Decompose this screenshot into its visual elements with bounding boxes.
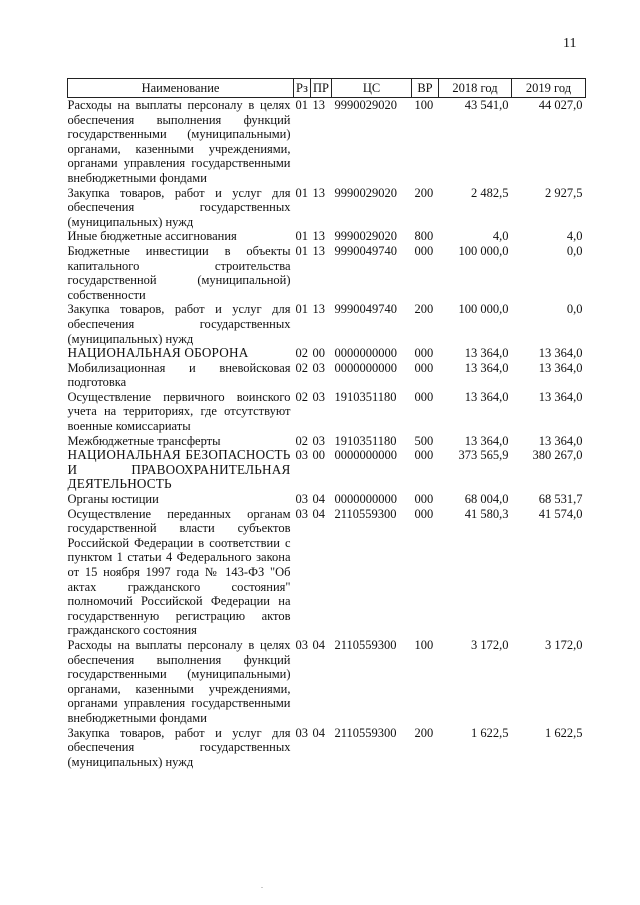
table-row: [68, 448, 586, 492]
row-vr: 100: [414, 637, 434, 652]
row-pr: 13: [312, 185, 325, 200]
row-name: Закупка товаров, работ и услуг для обеспечения государственных (муниципальных) нужд: [67, 725, 291, 769]
row-cs: 0000000000: [334, 346, 397, 361]
row-rz: 01: [295, 229, 308, 244]
row-pr: 13: [312, 98, 325, 112]
row-rz: 02: [295, 433, 308, 448]
row-pr: 00: [312, 448, 325, 463]
row-rz: 03: [295, 725, 308, 740]
table-row: [68, 434, 586, 449]
row-cs: 0000000000: [334, 492, 397, 507]
row-rz: 01: [295, 243, 308, 258]
row-vr: 000: [414, 448, 434, 463]
row-vr: 200: [414, 185, 434, 200]
row-2018: 41 580,3: [464, 506, 509, 521]
row-2019: 13 364,0: [538, 360, 583, 375]
budget-table: [67, 78, 586, 769]
header-vr: ВР: [412, 79, 439, 98]
row-cs: 1910351180: [334, 389, 397, 404]
row-name: Расходы на выплаты персоналу в целях обеспечения выполнения функций государственными (муниципальными) органами, казенными учреждениями, органами управления государственными внебюджетными фондами: [67, 637, 291, 725]
row-rz: 02: [295, 346, 308, 361]
row-cs: 0000000000: [334, 448, 397, 463]
row-vr: 000: [414, 346, 434, 361]
row-2019: 44 027,0: [538, 98, 583, 112]
row-rz: 02: [295, 389, 308, 404]
row-vr: 200: [414, 725, 434, 740]
row-name: Закупка товаров, работ и услуг для обеспечения государственных (муниципальных) нужд: [67, 302, 291, 346]
row-rz: 03: [295, 637, 308, 652]
row-rz: 03: [295, 492, 308, 507]
row-rz: 01: [295, 98, 308, 112]
row-cs: 9990029020: [334, 98, 397, 112]
row-2018: 3 172,0: [471, 637, 509, 652]
row-2018: 100 000,0: [458, 302, 509, 317]
table-row: [68, 492, 586, 507]
row-name: Расходы на выплаты персоналу в целях обеспечения выполнения функций государственными (муниципальными) органами, казенными учреждениями, органами управления государственными внебюджетными фондами: [67, 98, 291, 185]
row-rz: 03: [295, 448, 308, 463]
row-name: Мобилизационная и вневойсковая подготовка: [67, 360, 291, 390]
row-2018: 13 364,0: [464, 389, 509, 404]
row-2018: 13 364,0: [464, 360, 509, 375]
row-cs: 0000000000: [334, 360, 397, 375]
header-cs: ЦС: [332, 79, 412, 98]
row-2018: 13 364,0: [464, 433, 509, 448]
row-cs: 9990049740: [334, 243, 397, 258]
table-row: [68, 361, 586, 390]
row-cs: 9990029020: [334, 229, 397, 244]
row-2019: 13 364,0: [538, 389, 583, 404]
row-pr: 04: [312, 637, 325, 652]
row-name: Осуществление переданных органам государственной власти субъектов Российской Федерации в соответствии с пунктом 1 статьи 4 Федерального закона от 15 ноября 1997 года № 143-ФЗ "Об актах гражданского состояния" полномочий Российской Федерации на государственную регистрацию актов гражданского состояния: [67, 506, 291, 638]
row-2018: 13 364,0: [464, 346, 509, 361]
row-pr: 04: [312, 725, 325, 740]
row-2018: 68 004,0: [464, 492, 509, 507]
row-2018: 43 541,0: [464, 98, 509, 112]
table-row: [68, 98, 586, 186]
row-2019: 3 172,0: [545, 637, 583, 652]
page-number: 11: [563, 36, 577, 51]
row-2018: 4,0: [492, 229, 509, 244]
row-2018: 100 000,0: [458, 243, 509, 258]
row-pr: 04: [312, 506, 325, 521]
row-2018: 373 565,9: [458, 448, 509, 463]
table-row: [68, 302, 586, 346]
row-vr: 000: [414, 243, 434, 258]
row-pr: 04: [312, 492, 325, 507]
row-pr: 00: [312, 346, 325, 361]
row-name: Осуществление первичного воинского учета на территориях, где отсутствуют военные комиссариаты: [67, 389, 291, 434]
row-cs: 2110559300: [334, 637, 397, 652]
row-pr: 03: [312, 389, 325, 404]
row-cs: 2110559300: [334, 506, 397, 521]
table-row: [68, 186, 586, 230]
row-vr: 000: [414, 492, 434, 507]
header-2018: 2018 год: [439, 79, 512, 98]
row-2019: 2 927,5: [545, 185, 583, 200]
row-2019: 0,0: [566, 243, 583, 258]
header-pr: ПР: [311, 79, 332, 98]
table-row: [68, 726, 586, 770]
row-pr: 13: [312, 243, 325, 258]
row-vr: 100: [414, 98, 434, 112]
row-2019: 68 531,7: [538, 492, 583, 507]
header-rz: Рз: [294, 79, 311, 98]
row-2019: 1 622,5: [545, 725, 583, 740]
header-2019: 2019 год: [512, 79, 586, 98]
row-vr: 000: [414, 506, 434, 521]
table-row: [68, 244, 586, 302]
row-cs: 1910351180: [334, 433, 397, 448]
row-pr: 13: [312, 229, 325, 244]
row-2019: 4,0: [566, 229, 583, 244]
row-vr: 000: [414, 389, 434, 404]
table-row: [68, 638, 586, 726]
row-rz: 01: [295, 302, 308, 317]
row-vr: 500: [414, 433, 434, 448]
row-vr: 200: [414, 302, 434, 317]
row-2019: 380 267,0: [532, 448, 583, 463]
row-vr: 800: [414, 229, 434, 244]
row-rz: 02: [295, 360, 308, 375]
row-name: Межбюджетные трансферты: [67, 433, 221, 448]
row-2018: 2 482,5: [471, 185, 509, 200]
row-cs: 9990029020: [334, 185, 397, 200]
row-pr: 03: [312, 433, 325, 448]
row-name: Бюджетные инвестиции в объекты капитального строительства государственной (муниципальной) собственности: [67, 243, 291, 302]
row-2019: 0,0: [566, 302, 583, 317]
row-2019: 13 364,0: [538, 346, 583, 361]
table-row: [68, 346, 586, 361]
row-vr: 000: [414, 360, 434, 375]
row-2019: 41 574,0: [538, 506, 583, 521]
row-pr: 13: [312, 302, 325, 317]
table-row: [68, 390, 586, 434]
table-row: [68, 229, 586, 244]
table-body: [68, 98, 586, 770]
page-mark: .: [261, 881, 263, 890]
row-cs: 2110559300: [334, 725, 397, 740]
header-name: Наименование: [68, 79, 294, 98]
row-name: Иные бюджетные ассигнования: [67, 229, 237, 244]
row-rz: 01: [295, 185, 308, 200]
row-rz: 03: [295, 506, 308, 521]
table-row: [68, 507, 586, 638]
row-name: Органы юстиции: [67, 492, 159, 507]
table-header-row: [68, 79, 586, 98]
row-2019: 13 364,0: [538, 433, 583, 448]
row-name: НАЦИОНАЛЬНАЯ БЕЗОПАСНОСТЬ И ПРАВООХРАНИТЕЛЬНАЯ ДЕЯТЕЛЬНОСТЬ: [67, 447, 291, 492]
row-pr: 03: [312, 360, 325, 375]
row-name: НАЦИОНАЛЬНАЯ ОБОРОНА: [67, 345, 249, 361]
row-cs: 9990049740: [334, 302, 397, 317]
row-name: Закупка товаров, работ и услуг для обеспечения государственных (муниципальных) нужд: [67, 185, 291, 229]
row-2018: 1 622,5: [471, 725, 509, 740]
